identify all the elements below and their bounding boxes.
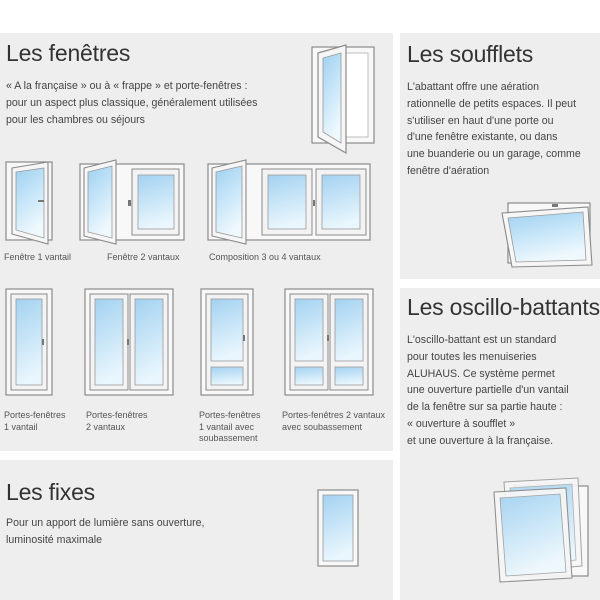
porte-fenetre-2-vantaux [83, 287, 175, 399]
porte-fenetre-1-vantail [4, 287, 56, 399]
caption-pf-2-soubassement: Portes-fenêtres 2 vantaux avec soubassement [282, 410, 386, 432]
composition-3-4-vantaux [204, 160, 374, 244]
caption-composition: Composition 3 ou 4 vantaux [209, 252, 321, 262]
fenetres-panel [0, 33, 393, 451]
oscillo-window-illustration [492, 478, 592, 582]
fenetre-2-vantaux [76, 160, 188, 244]
fenetre-1-vantail [4, 160, 56, 244]
soufflet-window-illustration [500, 199, 594, 269]
fenetres-title: Les fenêtres [6, 40, 131, 66]
oscillo-panel [400, 288, 600, 600]
porte-fenetre-2-vantaux-soubassement [283, 287, 375, 399]
soufflets-panel [400, 33, 600, 279]
fixe-window-illustration [316, 488, 360, 568]
soufflets-title: Les soufflets [407, 41, 534, 67]
fixes-title: Les fixes [6, 479, 95, 505]
caption-pf-1: Portes-fenêtres 1 vantail [4, 410, 66, 432]
soufflets-description: L'abattant offre une aération rationnelle de petits espaces. Il peut s'utiliser en haut d'une porte ou d'une fenêtre existante, ou dans une buanderie ou un garage, comme fenêtre d'aération [407, 81, 581, 177]
fenetres-description: « A la française » ou à « frappe » et porte-fenêtres : pour un aspect plus classique, généralement utilisées pour les chambres ou séjours [6, 80, 258, 126]
fixes-description: Pour un apport de lumière sans ouverture, luminosité maximale [6, 517, 205, 546]
caption-fenetre-1: Fenêtre 1 vantail [4, 252, 72, 262]
oscillo-title: Les oscillo-battants [407, 294, 600, 320]
oscillo-description: L'oscillo-battant est un standard pour toutes les menuiseries ALUHAUS. Ce système permet une ouverture partielle d'un vantail de la fenêtre sur sa partie haute : « ouverture à soufflet » et une ouverture à la française. [407, 334, 569, 447]
fixes-panel [0, 460, 393, 600]
caption-pf-2: Portes-fenêtres 2 vantaux [86, 410, 148, 432]
caption-pf-1-soubassement: Portes-fenêtres 1 vantail avec soubassement [199, 410, 261, 443]
caption-fenetre-2: Fenêtre 2 vantaux [107, 252, 180, 262]
porte-fenetre-1-vantail-soubassement [199, 287, 255, 399]
open-window-illustration [304, 41, 384, 151]
